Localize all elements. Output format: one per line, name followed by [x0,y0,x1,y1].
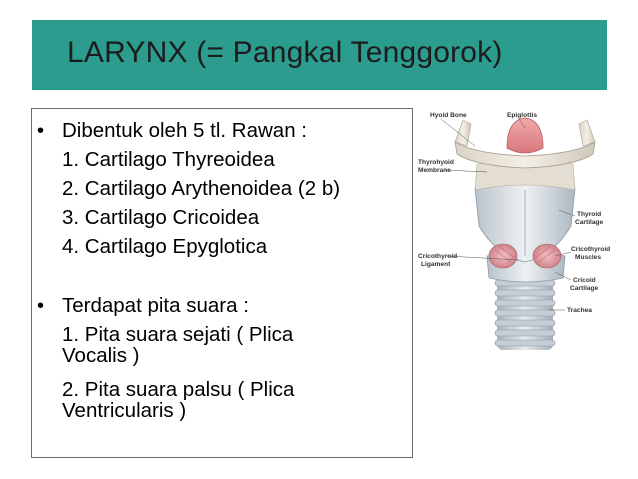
label-cricoid-cartilage: Cartilage [570,285,599,292]
label-cricoid: Cricoid [573,277,596,284]
list-item: 4. Cartilago Epyglotica [62,235,268,258]
label-cricothyroid-muscles: Muscles [575,254,602,261]
label-cricothyroid-ligament: Ligament [421,261,451,268]
slide-title: LARYNX (= Pangkal Tenggorok) [67,36,503,69]
label-thyroid: Thyroid [577,211,602,218]
bullet-marker: • [37,120,45,142]
label-cricothyroid-m: Cricothyroid [571,246,611,253]
label-cricothyroid: Cricothyroid [418,253,458,260]
label-thyroid-cartilage: Cartilage [575,219,604,226]
list-item: Ventricularis ) [62,399,187,422]
list-item: 1. Cartilago Thyreoidea [62,148,275,171]
label-thyrohyoid: Thyrohyoid [418,159,454,166]
bullet-text: Terdapat pita suara : [62,294,249,317]
label-thyrohyoid-membrane: Membrane [418,167,451,174]
epiglottis [507,118,543,153]
bullet-marker: • [37,295,45,317]
label-epiglottis: Epiglottis [507,112,538,119]
list-item: Vocalis ) [62,344,140,367]
larynx-illustration [415,106,615,356]
trachea-rings [495,276,555,350]
list-item: 2. Cartilago Arythenoidea (2 b) [62,177,341,200]
bullet-text: Dibentuk oleh 5 tl. Rawan : [62,119,307,142]
list-item: 3. Cartilago Cricoidea [62,206,260,229]
list-item: 1. Pita suara sejati ( Plica [62,323,294,346]
label-hyoid-bone: Hyoid Bone [430,112,467,119]
label-trachea: Trachea [567,307,592,314]
list-item: 2. Pita suara palsu ( Plica [62,378,295,401]
